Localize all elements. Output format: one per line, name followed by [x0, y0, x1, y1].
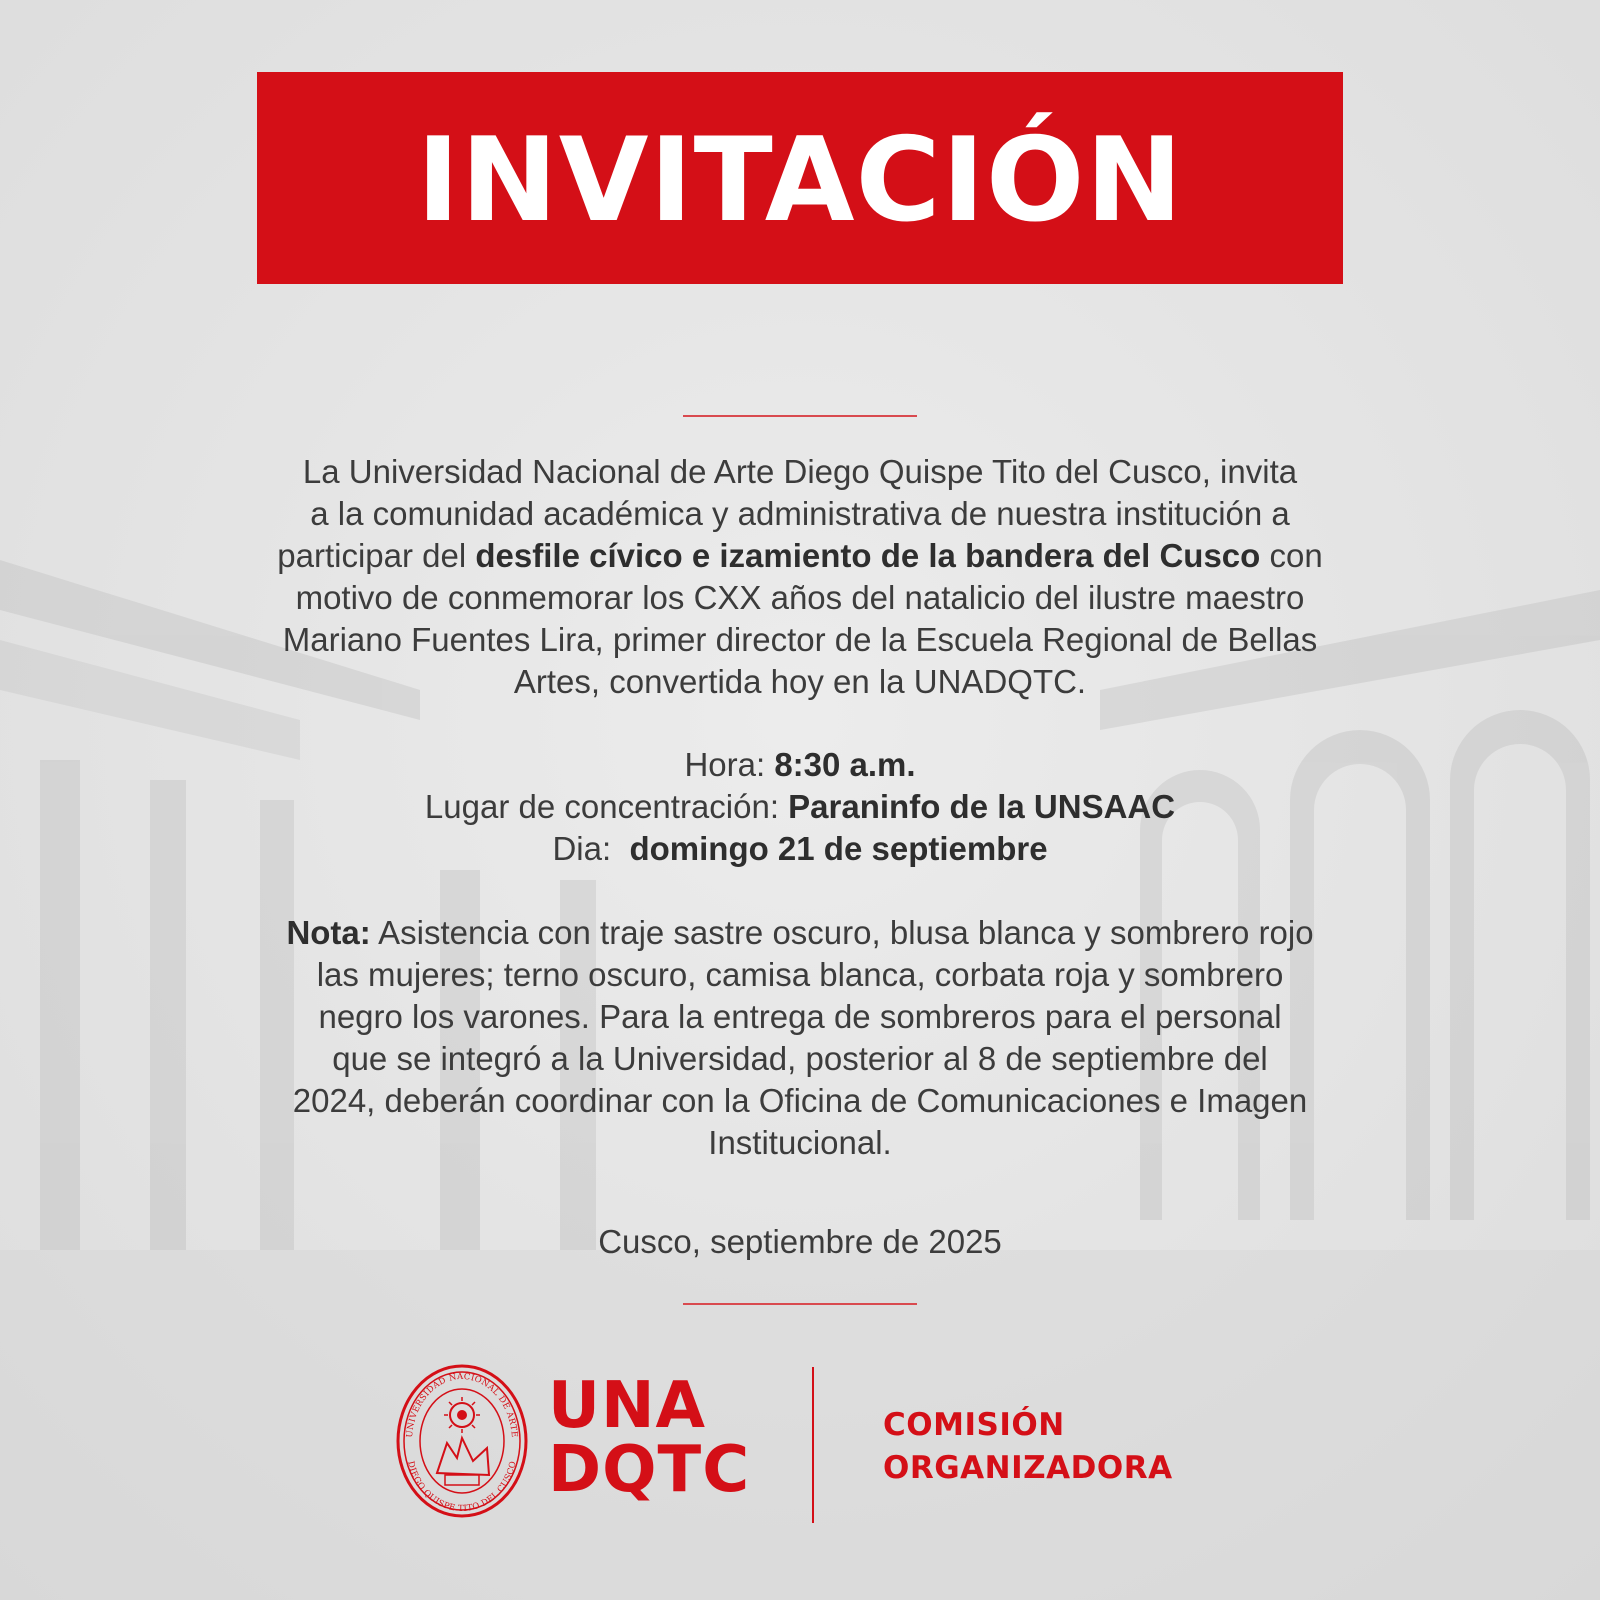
location-value: Paraninfo de la UNSAAC: [788, 788, 1176, 825]
svg-text:DIEGO QUISPE TITO DEL CUSCO: DIEGO QUISPE TITO DEL CUSCO: [405, 1460, 519, 1515]
intro-line: La Universidad Nacional de Arte Diego Quispe Tito del Cusco, invita: [302, 453, 1298, 490]
logo-line: UNA: [548, 1369, 707, 1443]
intro-line: motivo de conmemorar los CXX años del natalicio del ilustre maestro: [295, 579, 1305, 616]
logo-line: DQTC: [548, 1433, 751, 1507]
intro-text: participar del: [277, 537, 476, 574]
footer-divider: [812, 1367, 814, 1523]
event-name-bold: desfile cívico e izamiento de la bandera del Cusco: [475, 537, 1261, 574]
committee-line: COMISIÓN: [883, 1407, 1065, 1443]
note-line: las mujeres; terno oscuro, camisa blanca, corbata roja y sombrero: [316, 956, 1284, 993]
place-date: Cusco, septiembre de 2025: [598, 1223, 1002, 1260]
note-label: Nota:: [286, 914, 371, 951]
intro-line: a la comunidad académica y administrativa de nuestra institución a: [310, 495, 1290, 532]
event-details: [150, 744, 1450, 870]
note-text: Asistencia con traje sastre oscuro, blusa blanca y sombrero rojo: [370, 914, 1314, 951]
date-row: [150, 828, 1450, 870]
note-line: negro los varones. Para la entrega de sombreros para el personal: [318, 998, 1282, 1035]
time-value: 8:30 a.m.: [774, 746, 916, 783]
time-label: Hora:: [684, 746, 775, 783]
date-value: domingo 21 de septiembre: [629, 830, 1048, 867]
organizing-committee: [883, 1404, 1173, 1490]
committee-line: ORGANIZADORA: [883, 1450, 1173, 1486]
date-label: Dia:: [552, 830, 630, 867]
page-title: INVITACIÓN: [416, 113, 1184, 248]
university-seal-icon: [395, 1363, 529, 1519]
university-logo-text: [548, 1369, 751, 1507]
location-row: [150, 786, 1450, 828]
note-line: que se integró a la Universidad, posterior al 8 de septiembre del: [332, 1040, 1268, 1077]
note-line: [150, 912, 1450, 954]
time-row: [150, 744, 1450, 786]
intro-line: Mariano Fuentes Lira, primer director de la Escuela Regional de Bellas: [282, 621, 1318, 658]
top-divider: [683, 415, 917, 417]
location-label: Lugar de concentración:: [424, 788, 789, 825]
intro-line: Artes, convertida hoy en la UNADQTC.: [513, 663, 1087, 700]
svg-text:UNIVERSIDAD NACIONAL DE ARTE: UNIVERSIDAD NACIONAL DE ARTE: [405, 1371, 519, 1438]
intro-line: [150, 535, 1450, 577]
bottom-divider: [683, 1303, 917, 1305]
footer: [0, 1360, 1600, 1530]
note-line: Institucional.: [708, 1124, 892, 1161]
intro-text: con: [1260, 537, 1323, 574]
title-banner: [257, 72, 1343, 284]
note-line: 2024, deberán coordinar con la Oficina de Comunicaciones e Imagen: [292, 1082, 1308, 1119]
note-paragraph: [150, 912, 1450, 1164]
intro-paragraph: [150, 451, 1450, 703]
